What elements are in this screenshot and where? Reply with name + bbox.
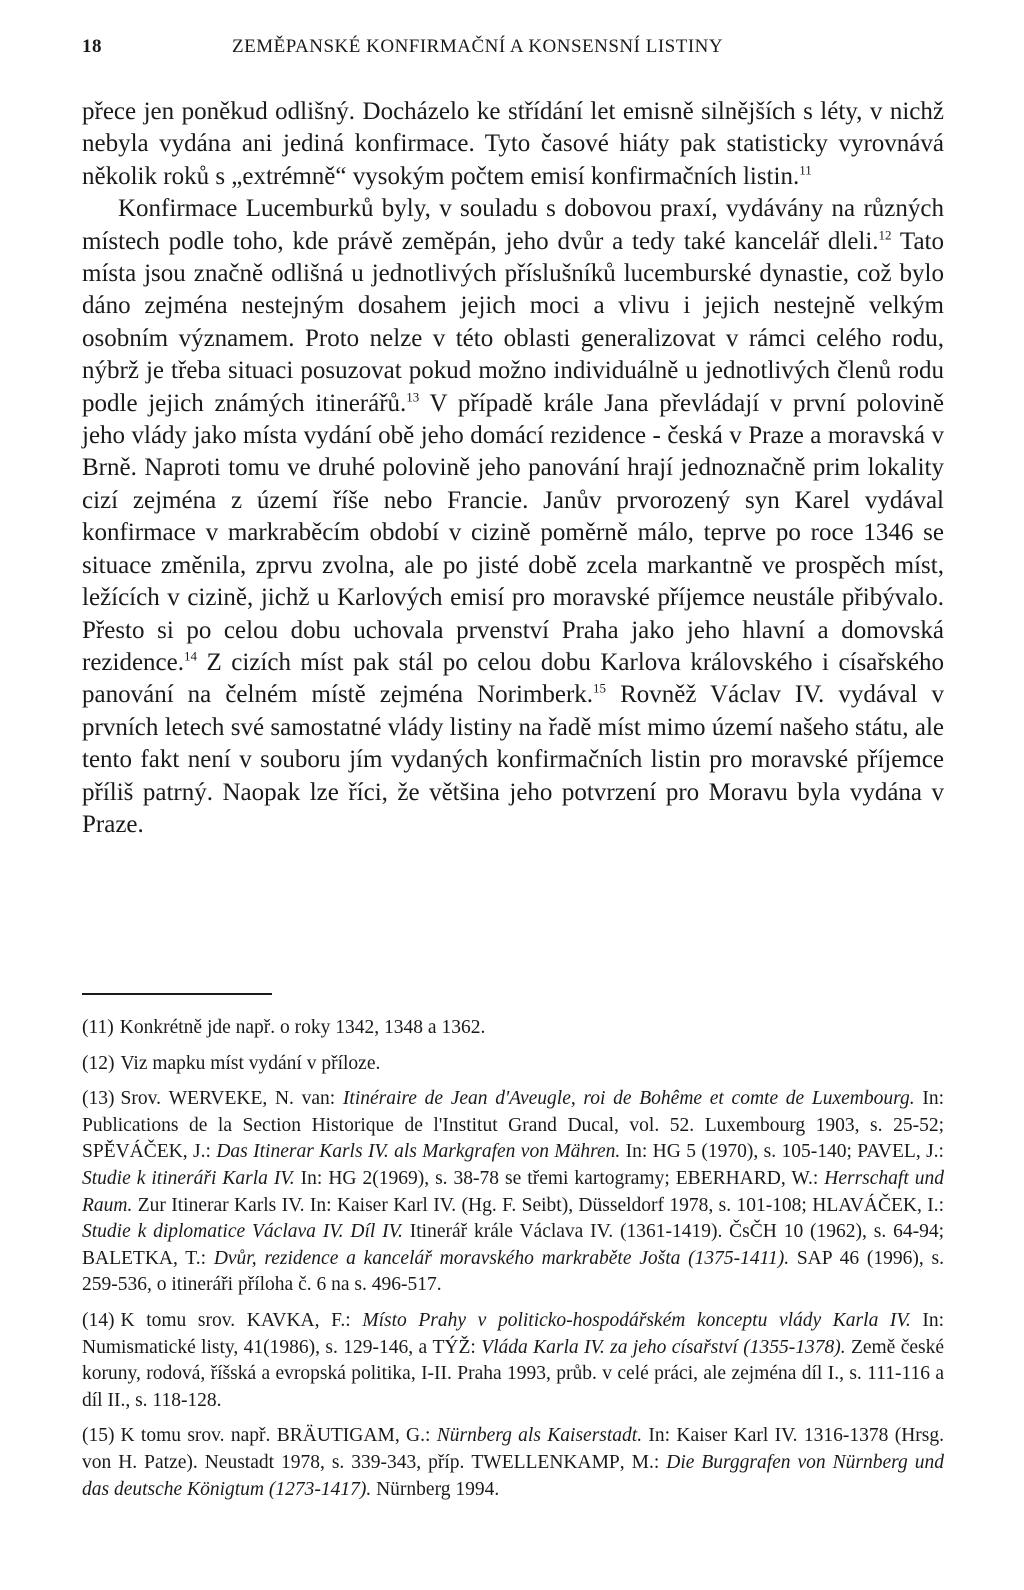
footnote-text: , J.: bbox=[915, 1141, 944, 1163]
footnote-12 bbox=[82, 1051, 944, 1078]
work-title: Itinéraire de Jean d'Aveugle, roi de Bohême et comte de Luxembourg. bbox=[342, 1088, 915, 1110]
work-title: Die Burggrafen von Nürnberg und das deutsche Königtum (1273-1417). bbox=[82, 1451, 944, 1500]
footnote-text: , N. van: bbox=[262, 1088, 343, 1110]
work-title: Místo Prahy v politicko-hospodářském konceptu vlády Karla IV. bbox=[362, 1309, 911, 1331]
author-name: KAVKA bbox=[246, 1309, 315, 1331]
paragraph-2-text-a: Konfirmace Lucemburků byly, v souladu s dobovou praxí, vydávány na různých místech podle toho, kde právě zeměpán, jeho dvůr a tedy také kancelář dleli. bbox=[82, 195, 944, 255]
footnote-text: Itinerář krále Václava IV. (1361-1419). ČsČH 10 (1962), s. 64-94; bbox=[402, 1221, 944, 1243]
footnote-text: In: Numismatické listy, 41(1986), s. 129-146, a bbox=[82, 1309, 944, 1358]
page-number: 18 bbox=[82, 36, 102, 57]
author-name: WERVEKE bbox=[168, 1088, 263, 1110]
author-name: TÝŽ bbox=[432, 1336, 471, 1358]
paragraph-2-text-d: Z cizích míst pak stál po celou dobu Karlova královského i císařského panování na čelném místě zejména Norimberk. bbox=[82, 648, 944, 709]
author-name: EBERHARD bbox=[675, 1167, 781, 1189]
footnote-text: : bbox=[470, 1336, 482, 1358]
running-title: ZEMĚPANSKÉ KONFIRMAČNÍ A KONSENSNÍ LISTINY bbox=[232, 36, 724, 57]
footnote-text: , F.: bbox=[314, 1309, 363, 1331]
footnote-ref-12: 12 bbox=[878, 227, 892, 243]
footnote-text: , T.: bbox=[173, 1247, 214, 1269]
footnote-text: , I.: bbox=[916, 1194, 944, 1216]
work-title: Studie k diplomatice Václava IV. Díl IV. bbox=[82, 1221, 403, 1243]
paragraph-2-text-c: V případě krále Jana převládají v první polovině jeho vlády jako místa vydání obě jeho domácí rezidence - česká v Praze a moravská v Brně. Naproti tomu ve druhé polovině jeho panování hrají jednoznačně prim lokality cizí zejména z území říše nebo Francie. Janův prvorozený syn Karel vydával konfirmace v markraběcím období v cizině poměrně málo, teprve po roce 1346 se situace změnila, zprvu zvolna, ale po jisté době zcela markantně ve prospěch míst, ležících v cizině, jichž u Karlových emisí pro moravské příjemce neustále přibývalo. Přesto si po celou dobu uchovala prvenství Praha jako jeho hlavní a domovská rezidence. bbox=[82, 389, 944, 676]
paragraph-1 bbox=[82, 96, 944, 193]
paragraph-1-text: přece jen poněkud odlišný. Docházelo ke střídání let emisně silnějších s léty, v nichž nebyla vydána ani jediná konfirmace. Tyto časové hiáty pak statisticky vyrovnává několik roků s „extrémně“ vysokým počtem emisí konfirmačních listin. bbox=[82, 98, 944, 190]
author-name: BRÄUTIGAM bbox=[276, 1425, 395, 1447]
author-name: PAVEL bbox=[857, 1141, 916, 1163]
footnote-text: Viz mapku míst vydání v příloze. bbox=[120, 1052, 381, 1074]
footnote-number: (11) bbox=[82, 1017, 114, 1038]
work-title: Herrschaft und Raum. bbox=[82, 1167, 945, 1216]
footnote-text: , J.: bbox=[182, 1141, 217, 1163]
footnotes bbox=[82, 1015, 944, 1512]
footnote-text: , G.: bbox=[394, 1425, 437, 1447]
paragraph-2-text-e: Rovněž Václav IV. vydával v prvních letech své samostatné vlády listiny na řadě míst mimo území našeho státu, ale tento fakt není v souboru jím vydaných konfirmačních listin pro moravské příjemce příliš patrný. Naopak lze říci, že většina jeho potvrzení pro Moravu byla vydána v Praze. bbox=[82, 681, 945, 838]
footnote-text: Nürnberg 1994. bbox=[371, 1478, 500, 1500]
work-title: Dvůr, rezidence a kancelář moravského markraběte Jošta (1375-1411). bbox=[213, 1247, 790, 1269]
author-name: BALETKA bbox=[82, 1247, 173, 1269]
footnote-15 bbox=[82, 1423, 944, 1503]
work-title: Nürnberg als Kaiserstadt. bbox=[436, 1425, 643, 1447]
footnote-text: In: HG 2(1969), s. 38-78 se třemi kartogramy; bbox=[294, 1167, 676, 1189]
footnote-text: K tomu srov. bbox=[120, 1309, 247, 1331]
paragraph-2 bbox=[82, 193, 944, 841]
footnote-ref-14: 14 bbox=[184, 648, 198, 664]
footnote-number: (12) bbox=[82, 1052, 115, 1074]
main-text bbox=[82, 96, 944, 841]
footnote-ref-11: 11 bbox=[799, 162, 812, 178]
footnote-text: , W.: bbox=[780, 1167, 825, 1189]
footnote-text: SAP 46 (1996), s. 259-536, o itineráři příloha č. 6 na s. 496-517. bbox=[82, 1247, 944, 1296]
work-title: Das Itinerar Karls IV. als Markgrafen von Mähren. bbox=[216, 1141, 621, 1163]
footnote-text: K tomu srov. např. bbox=[120, 1425, 277, 1447]
paragraph-2-text-b: Tato místa jsou značně odlišná u jednotlivých příslušníků lucemburské dynastie, což bylo dáno zejména nestejným dosahem jejich moci a vlivu i jejich nestejně velkým osobním významem. Proto nelze v této oblasti generalizovat v rámci celého rodu, nýbrž je třeba situaci posuzovat pokud možno individuálně u jednotlivých členů rodu podle jejich známých itinerářů. bbox=[82, 227, 944, 417]
page-header bbox=[82, 36, 942, 66]
work-title: Vláda Karla IV. za jeho císařství (1355-1378). bbox=[481, 1336, 846, 1358]
author-name: SPĚVÁČEK bbox=[82, 1141, 183, 1163]
footnote-number: (15) bbox=[82, 1425, 115, 1447]
footnote-text: Zur Itinerar Karls IV. In: Kaiser Karl IV. (Hg. F. Seibt), Düsseldorf 1978, s. 101-108; bbox=[132, 1194, 813, 1216]
footnote-ref-15: 15 bbox=[593, 680, 607, 696]
footnote-11 bbox=[82, 1015, 944, 1042]
footnote-text: In: Publications de la Section Historique de l'Institut Grand Ducal, vol. 52. Luxembourg 1903, s. 25-52; bbox=[82, 1088, 945, 1136]
footnote-13 bbox=[82, 1086, 944, 1299]
footnote-text: Srov. bbox=[120, 1088, 169, 1110]
work-title: Studie k itineráři Karla IV. bbox=[82, 1167, 295, 1189]
footnote-number: (13) bbox=[82, 1088, 115, 1110]
footnote-text: , M.: bbox=[619, 1451, 667, 1473]
footnote-text: Země české koruny, rodová, říšská a evropská politika, I-II. Praha 1993, průb. v celé práci, ale zejména díl I., s. 111-116 a díl II., s. 118-128. bbox=[82, 1336, 945, 1411]
footnote-ref-13: 13 bbox=[406, 389, 420, 405]
author-name: HLAVÁČEK bbox=[812, 1194, 917, 1216]
footnote-divider bbox=[82, 993, 272, 995]
footnote-text: Konkrétně jde např. o roky 1342, 1348 a 1362. bbox=[119, 1017, 486, 1038]
footnote-text: In: Kaiser Karl IV. 1316-1378 (Hrsg. von H. Patze). Neustadt 1978, s. 339-343, příp. bbox=[82, 1425, 944, 1473]
author-name: TWELLENKAMP bbox=[471, 1451, 620, 1473]
footnote-14 bbox=[82, 1308, 944, 1414]
footnote-text: In: HG 5 (1970), s. 105-140; bbox=[620, 1141, 858, 1163]
footnote-number: (14) bbox=[82, 1309, 115, 1331]
